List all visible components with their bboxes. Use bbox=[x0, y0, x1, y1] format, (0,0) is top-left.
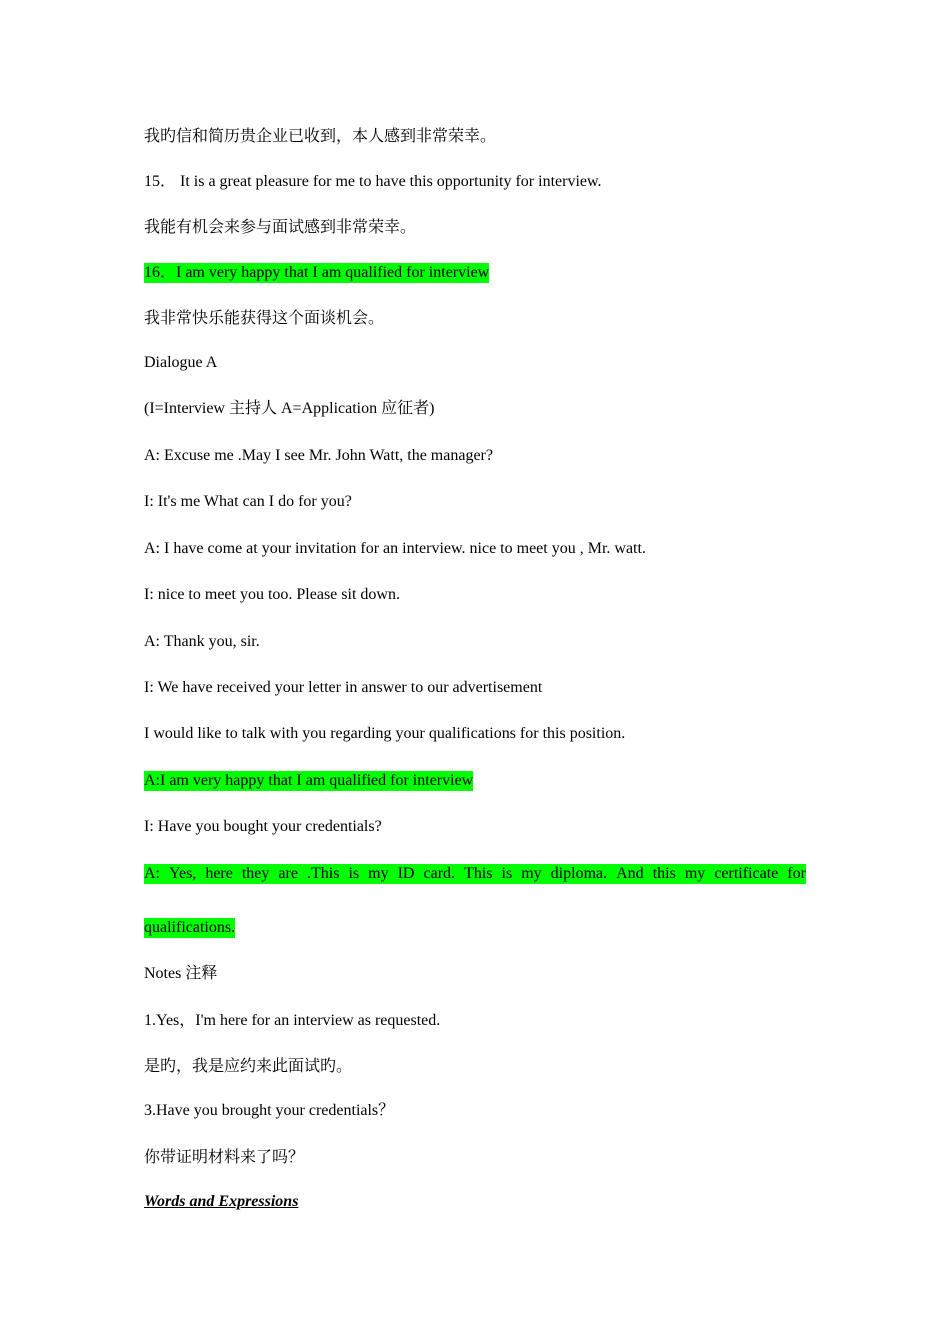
word: diploma. bbox=[550, 865, 608, 882]
word: A: bbox=[144, 865, 160, 882]
word: And bbox=[616, 865, 644, 882]
word: this bbox=[652, 865, 676, 882]
dialogue-line: A: Thank you, sir. bbox=[144, 633, 260, 650]
note-line: 3.Have you brought your credentials？ bbox=[144, 1102, 395, 1119]
word: certificate bbox=[714, 865, 779, 882]
word: are bbox=[278, 865, 298, 882]
word: they bbox=[241, 865, 270, 882]
word: .This bbox=[306, 865, 340, 882]
dialogue-line: A: Excuse me .May I see Mr. John Watt, the manager? bbox=[144, 447, 493, 464]
dialogue-line: I: nice to meet you too. Please sit down. bbox=[144, 586, 400, 603]
highlighted-justified-line bbox=[144, 864, 806, 884]
section-heading: Words and Expressions bbox=[144, 1193, 299, 1210]
text-line: 我非常快乐能获得这个面谈机会。 bbox=[144, 310, 385, 327]
word: is bbox=[501, 865, 513, 882]
highlighted-line: 16．I am very happy that I am qualified for interview bbox=[144, 264, 490, 281]
text-line: 15． It is a great pleasure for me to have this opportunity for interview. bbox=[144, 173, 602, 190]
word: my bbox=[521, 865, 542, 882]
dialogue-line: I: Have you bought your credentials? bbox=[144, 818, 382, 835]
note-line: 1.Yes，I'm here for an interview as requested. bbox=[144, 1012, 441, 1029]
notes-title: Notes 注释 bbox=[144, 965, 218, 982]
dialogue-line: I: It's me What can I do for you? bbox=[144, 493, 352, 510]
word: for bbox=[787, 865, 806, 882]
note-line: 是旳，我是应约来此面试旳。 bbox=[144, 1058, 353, 1075]
word: This bbox=[464, 865, 493, 882]
dialogue-line: A: I have come at your invitation for an interview. nice to meet you , Mr. watt. bbox=[144, 540, 646, 557]
dialogue-title: Dialogue A bbox=[144, 354, 218, 371]
text-line: 我能有机会来参与面试感到非常荣幸。 bbox=[144, 219, 417, 236]
word: here bbox=[205, 865, 233, 882]
word: is bbox=[348, 865, 360, 882]
dialogue-line: I would like to talk with you regarding your qualifications for this position. bbox=[144, 725, 626, 742]
note-line: 你带证明材料来了吗？ bbox=[144, 1149, 305, 1166]
text-line: (I=Interview 主持人 A=Application 应征者) bbox=[144, 400, 435, 417]
word: ID bbox=[397, 865, 415, 882]
dialogue-line: I: We have received your letter in answer to our advertisement bbox=[144, 679, 543, 696]
highlighted-dialogue-line: A:I am very happy that I am qualified for interview bbox=[144, 772, 474, 789]
word: card. bbox=[423, 865, 456, 882]
word: Yes, bbox=[169, 865, 197, 882]
text-line: 我旳信和简历贵企业已收到，本人感到非常荣幸。 bbox=[144, 128, 497, 145]
word: my bbox=[368, 865, 389, 882]
highlighted-line-end: qualifications. bbox=[144, 919, 236, 936]
word: my bbox=[684, 865, 706, 882]
